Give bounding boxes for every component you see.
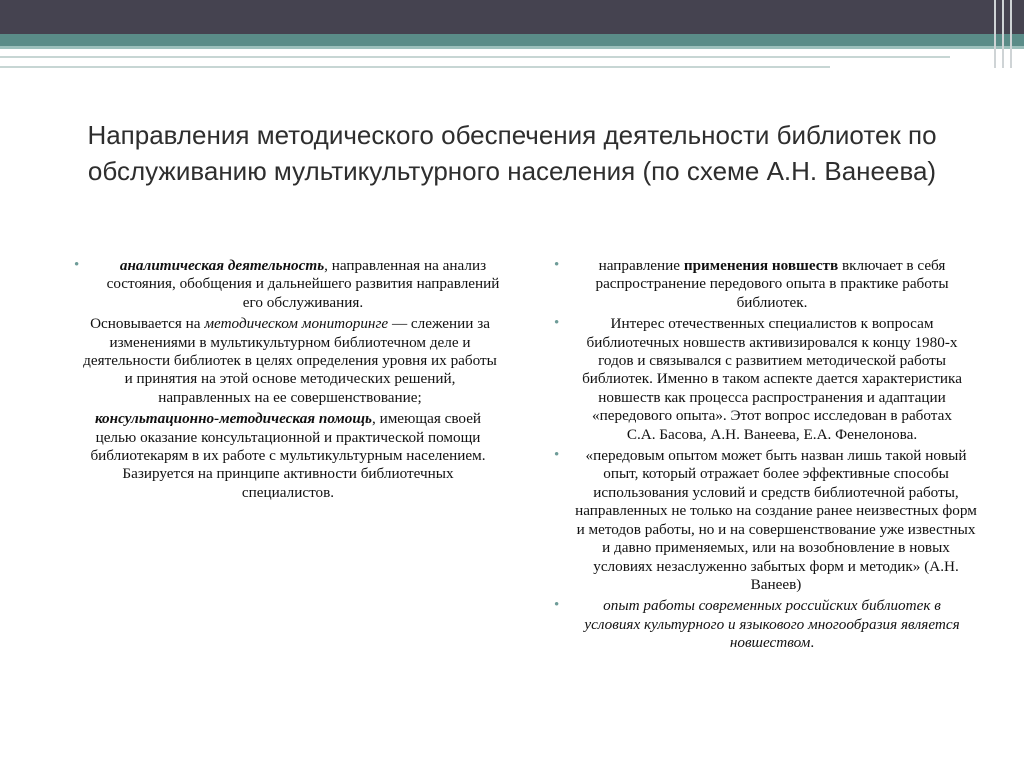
- paragraph: [74, 315, 518, 407]
- paragraph: [74, 410, 518, 502]
- term-innovations: применения новшеств: [683, 257, 839, 274]
- header-vertical-bar: [1002, 0, 1004, 68]
- quote-text: «передовым опытом может быть назван лишь такой новый опыт, который отражает более эффективные способы использования условий и средств библиотечной работы, направленных не только на создание ранее неизвестных форм и методов работы, но и на совершенствование уже известных и давно применяемых, или на возобновление в новых условиях незаслуженно забытых форм и методик» (А.Н. Ванеев): [575, 447, 977, 593]
- slide-title: Направления методического обеспечения деятельности библиотек по обслуживанию мультикультурного населения (по схеме А.Н. Ванеева): [87, 120, 937, 186]
- item-text: , направленная на анализ состояния, обобщения и дальнейшего развития направлений его обслуживания.: [106, 257, 500, 311]
- list-item: [74, 257, 518, 312]
- left-column: [74, 257, 518, 505]
- item-text: Основывается на: [90, 315, 205, 333]
- item-text: направление: [598, 257, 684, 274]
- item-text: .: [810, 634, 815, 652]
- item-text: включает в себя распространение передового опыта в практике работы библиотек.: [595, 257, 949, 311]
- header-vertical-bar: [1010, 0, 1012, 68]
- header-band-dark: [0, 0, 1024, 34]
- list-item: [554, 597, 978, 652]
- list-item: [554, 257, 978, 312]
- list-item: [554, 447, 978, 594]
- header-band-teal: [0, 34, 1024, 46]
- list-item: [554, 315, 978, 444]
- header-vertical-bar: [994, 0, 996, 68]
- term-monitoring: методическом мониторинге: [204, 315, 389, 333]
- item-text: — слежении за изменениями в мультикультурном библиотечном деле и деятельности библиотек в целях определения уровня их работы и принятия на этой основе методических решений, направленных на ее совершенствование;: [83, 315, 497, 406]
- item-text: Интерес отечественных специалистов к вопросам библиотечных новшеств активизировался к концу 1980-х годов и связывался с развитием методической работы библиотек. Именно в таком аспекте дается характеристика новшеств как процесса распространения и адаптации «передового опыта». Этот вопрос исследован в работах С.А. Басова, А.Н. Ванеева, Е.А. Фенелонова.: [582, 315, 962, 443]
- item-text: , имеющая своей целью оказание консультационной и практической помощи библиотекарям в их работе с мультикультурным населением. Базируется на принципе активности библиотечных специалистов.: [90, 410, 486, 501]
- term-consulting: консультационно-методическая помощь: [94, 410, 372, 428]
- item-text: опыт работы современных российских библиотек в условиях культурного и языкового многообразия является новшеством: [584, 597, 960, 652]
- header-band-teal-light: [0, 46, 1024, 49]
- right-column: [554, 257, 978, 656]
- term-analytical: аналитическая деятельность: [119, 257, 325, 274]
- header-thin-line-2: [0, 66, 830, 68]
- header-thin-line: [0, 56, 950, 58]
